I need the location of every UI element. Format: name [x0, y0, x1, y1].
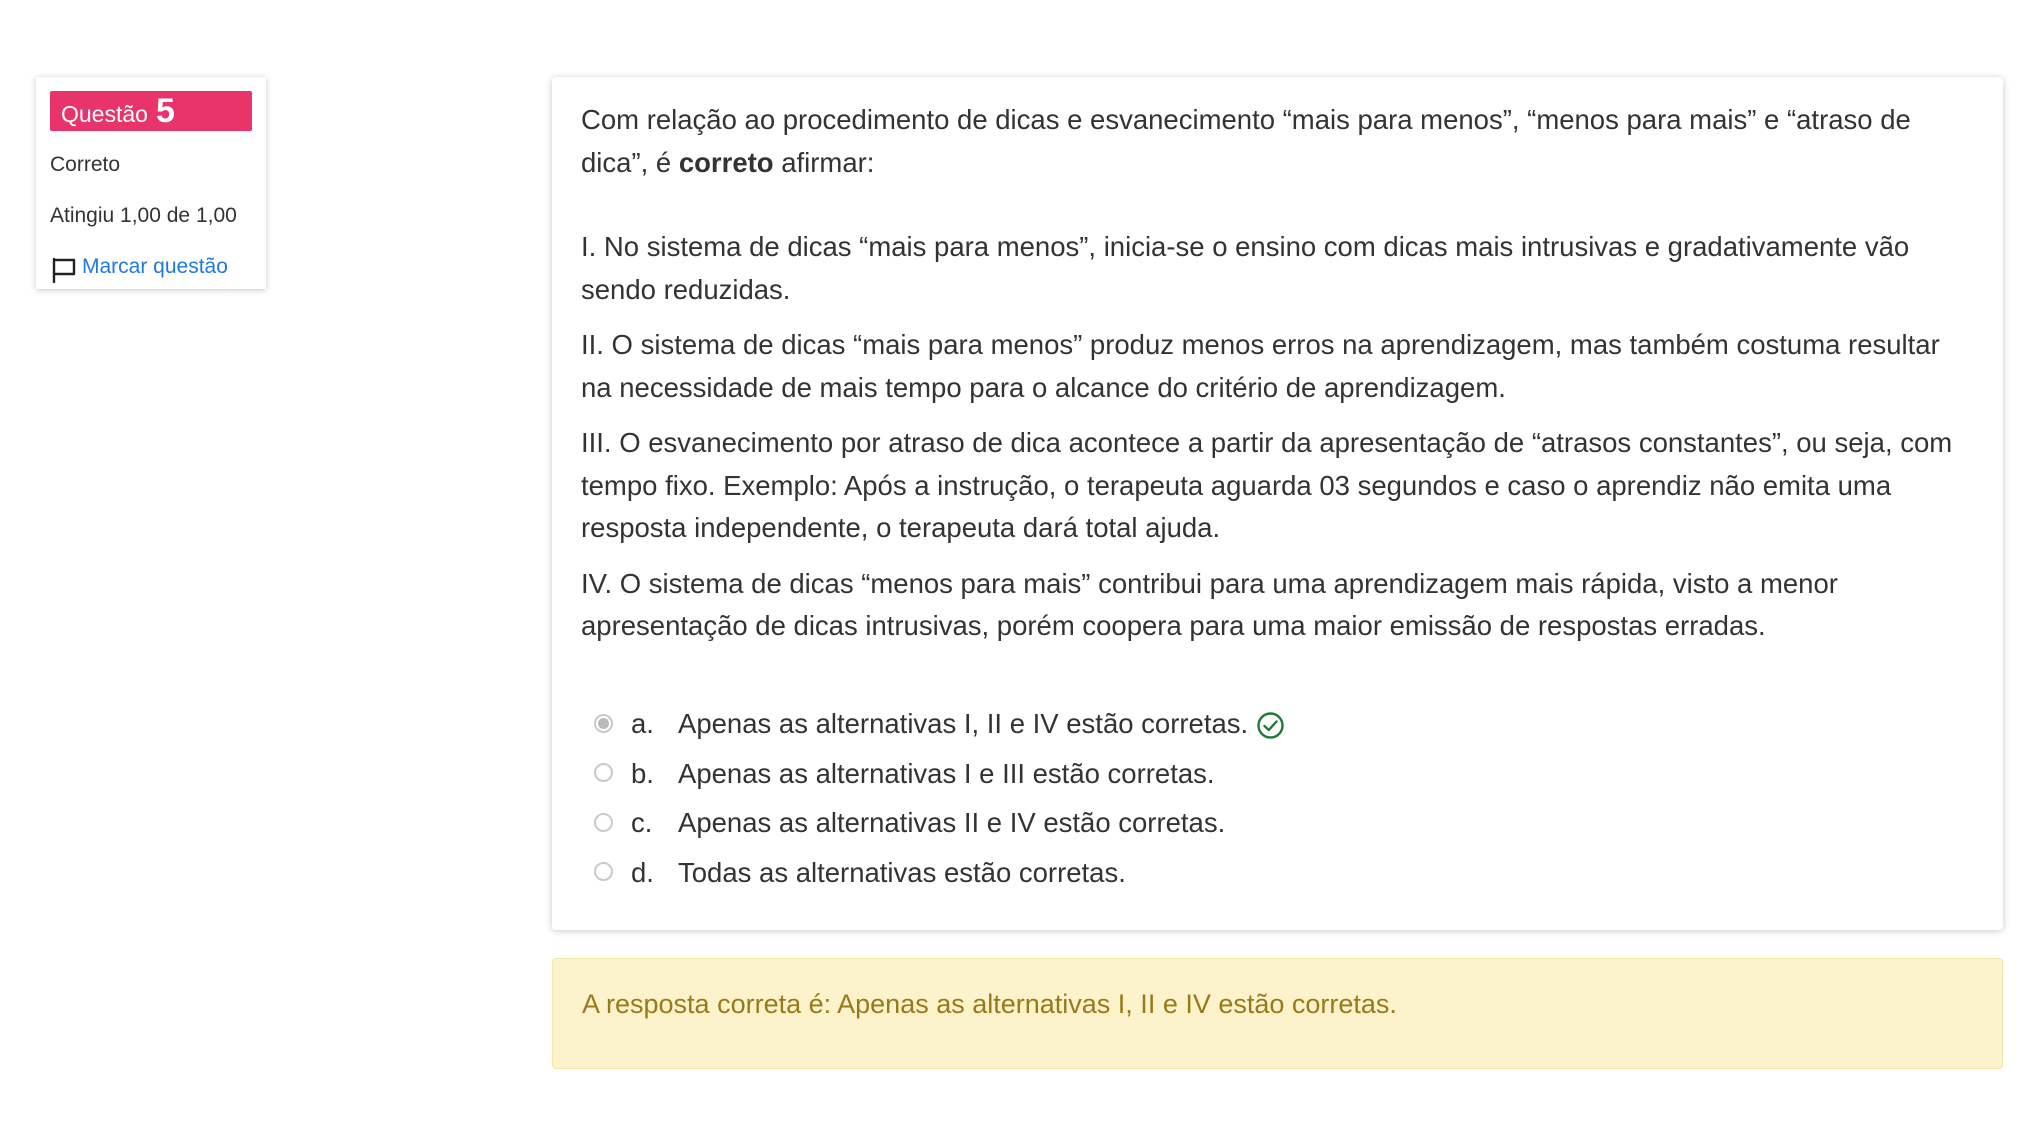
- correct-answer-text: A resposta correta é: Apenas as alternativas I, II e IV estão corretas.: [582, 989, 1397, 1019]
- question-stem-suffix: afirmar:: [773, 146, 875, 178]
- answer-radio-a[interactable]: [594, 714, 613, 733]
- answer-text-a: Apenas as alternativas I, II e IV estão corretas.: [678, 708, 1249, 740]
- question-number-badge: [50, 91, 252, 131]
- question-stem: [581, 99, 1973, 184]
- answer-radio-c[interactable]: [594, 813, 613, 832]
- answer-radio-d[interactable]: [594, 862, 613, 881]
- question-stem-prefix: Com relação ao procedimento de dicas e esvanecimento “mais para menos”, “menos para mais” e “atraso de dica”, é: [581, 104, 1911, 178]
- question-text: [581, 99, 1973, 648]
- answer-options: [594, 700, 1973, 898]
- correct-check-icon: [1256, 711, 1285, 740]
- flag-question-label[interactable]: Marcar questão: [82, 255, 228, 278]
- answer-text-b: Apenas as alternativas I e III estão corretas.: [678, 757, 1215, 789]
- statement-3: III. O esvanecimento por atraso de dica acontece a partir da apresentação de “atrasos constantes”, ou seja, com tempo fixo. Exemplo: Após a instrução, o terapeuta aguarda 03 segundos e caso o aprendiz não emita uma resposta independente, o terapeuta dará total ajuda.: [581, 427, 1953, 543]
- correct-answer-feedback: [552, 958, 2003, 1069]
- question-state: Correto: [50, 153, 121, 176]
- statement-4: IV. O sistema de dicas “menos para mais” contribui para uma aprendizagem mais rápida, visto a menor apresentação de dicas intrusivas, porém coopera para uma maior emissão de respostas erradas.: [581, 567, 1838, 641]
- answer-option-d[interactable]: [594, 848, 1973, 898]
- answer-letter-b: b.: [631, 757, 654, 789]
- question-grade: Atingiu 1,00 de 1,00: [50, 204, 237, 227]
- question-card: [552, 77, 2003, 930]
- question-label: Questão: [61, 100, 148, 127]
- answer-option-b[interactable]: [594, 749, 1973, 799]
- question-number: 5: [155, 91, 175, 130]
- answer-letter-a: a.: [631, 708, 654, 740]
- answer-text-c: Apenas as alternativas II e IV estão corretas.: [678, 807, 1226, 839]
- statement-2: II. O sistema de dicas “mais para menos” produz menos erros na aprendizagem, mas também costuma resultar na necessidade de mais tempo para o alcance do critério de aprendizagem.: [581, 329, 1940, 403]
- answer-letter-c: c.: [631, 807, 653, 839]
- statement-1: I. No sistema de dicas “mais para menos”, inicia-se o ensino com dicas mais intrusivas e gradativamente vão sendo reduzidas.: [581, 231, 1910, 305]
- answer-option-c[interactable]: [594, 799, 1973, 849]
- answer-letter-d: d.: [631, 856, 654, 888]
- answer-radio-b[interactable]: [594, 763, 613, 782]
- flag-icon: [50, 256, 80, 284]
- flag-question-link[interactable]: [50, 253, 252, 281]
- answer-text-d: Todas as alternativas estão corretas.: [678, 856, 1126, 888]
- question-stem-bold: correto: [678, 146, 774, 178]
- answer-option-a[interactable]: [594, 700, 1973, 750]
- question-info-card: [36, 77, 266, 289]
